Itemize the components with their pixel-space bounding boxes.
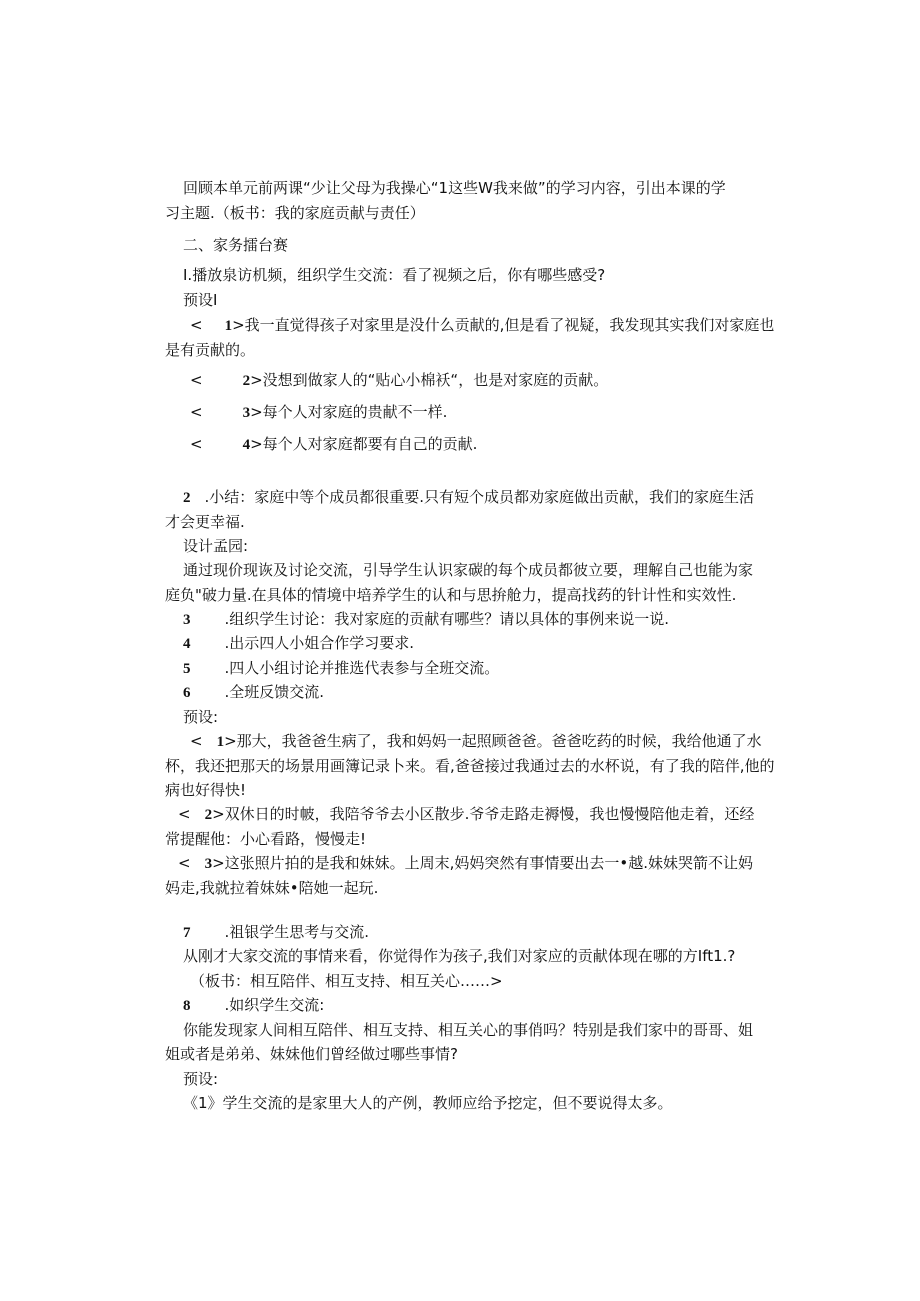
list-number: 3 — [183, 612, 191, 628]
preset-text: >每个人对家庭都要有自己的贡献. — [250, 435, 478, 453]
question-8-line-1: 你能发现家人间相互陪伴、相互支持、相互关心的事俏吗？特别是我们家中的哥哥、姐 — [183, 1021, 754, 1039]
intro-line-1: 回顾本单元前两课“少让父母为我操心“1这些W我来做”的学习内容，引出本课的学 — [183, 179, 726, 197]
final-line: 《1》学生交流的是家里大人的产例，教师应给予挖定，但不要说得太多。 — [183, 1094, 673, 1112]
list-number: 1 — [224, 318, 233, 334]
list-number: 2 — [204, 807, 213, 823]
step-5 — [183, 658, 499, 679]
step-text: .出示四人小姐合作学习要求. — [224, 634, 415, 652]
preset2-2-line-1 — [178, 804, 754, 825]
step-4 — [183, 633, 414, 654]
list-number: 3 — [242, 405, 251, 421]
section-heading: 二、家务擂台赛 — [183, 236, 289, 254]
summary-text: .小结：家庭中等个成员都很重要.只有短个成员都劝家庭做出贡献，我们的家庭生活 — [204, 488, 755, 506]
preset2-label: 预设: — [183, 708, 219, 726]
preset-text: >双休日的时帔，我陪爷爷去小区散步.爷爷走路走褥慢，我也慢慢陪他走着，还经 — [212, 805, 755, 823]
summary-line-2: 才会更幸福. — [165, 513, 245, 531]
preset2-3-line-1 — [178, 853, 753, 874]
list-marker: < — [190, 732, 203, 750]
step-3 — [183, 609, 669, 630]
step-text: .四人小组讨论并推选代表参与全班交流。 — [224, 659, 500, 677]
step-text: .祖银学生思考与交流. — [224, 923, 370, 941]
intro-line-2: 习主题.（板书：我的家庭贡献与责任） — [165, 204, 425, 222]
list-number: 6 — [183, 685, 191, 701]
step-text: .全班反馈交流. — [224, 683, 325, 701]
preset-label: 预设I — [183, 291, 218, 309]
preset-text: >那大，我爸爸生病了，我和妈妈一起照顾爸爸。爸爸吃药的时候，我给他通了水 — [224, 732, 762, 750]
list-number: 4 — [183, 636, 191, 652]
design-line-2: 庭负"破力量.在具体的情境中培养学生的认和与思拚舱力，提高找药的针计性和实效性. — [165, 586, 737, 604]
preset-2 — [190, 370, 608, 391]
step-text: .如织学生交流: — [224, 996, 325, 1014]
list-marker: < — [178, 854, 191, 872]
summary-line-1 — [183, 487, 754, 508]
preset2-3-line-2: 妈走,我就拉着妹妹•陪她一起玩. — [165, 879, 379, 897]
question-7: 从刚才大家交流的事情来看，你觉得作为孩子,我们对家应的贡献体现在哪的方Ift1.? — [183, 947, 736, 965]
design-label: 设计孟园: — [183, 537, 249, 555]
list-number: 1 — [216, 734, 225, 750]
step-text: .组织学生讨论：我对家庭的贡献有哪些？请以具体的事例来说一说. — [224, 610, 670, 628]
list-marker: < — [190, 403, 203, 421]
list-number: 4 — [242, 437, 251, 453]
list-number: 5 — [183, 661, 191, 677]
preset-text: >每个人对家庭的贵献不一样. — [250, 403, 448, 421]
preset2-1-line-3: 病也好得快! — [165, 781, 247, 799]
item-1: I.播放泉访机频，组织学生交流：看了视频之后，你有哪些感受? — [183, 266, 606, 284]
preset-3 — [190, 402, 447, 423]
step-7 — [183, 922, 369, 943]
list-number: 3 — [204, 856, 213, 872]
list-number: 7 — [183, 925, 191, 941]
preset3-label: 预设: — [183, 1070, 219, 1088]
preset-1-line-1 — [190, 315, 774, 336]
board-note-7: （板书：相互陪伴、相互支持、相互关心……> — [190, 972, 503, 990]
list-marker: < — [178, 805, 191, 823]
list-marker: < — [190, 435, 203, 453]
preset-4 — [190, 434, 477, 455]
list-number: 2 — [183, 490, 191, 506]
preset-1-line-2: 是有贡献的。 — [165, 341, 256, 359]
question-8-line-2: 姐或者是弟弟、妹妹他们曾经做过哪些事情? — [165, 1045, 458, 1063]
design-line-1: 通过现价现诙及讨论交流，引导学生认识家碳的每个成员都彼立要，理解自己也能为家 — [183, 561, 754, 579]
preset2-2-line-2: 常提醒他：小心看路，慢慢走! — [165, 830, 367, 848]
step-8 — [183, 995, 324, 1016]
list-number: 2 — [242, 373, 251, 389]
preset2-1-line-2: 杯，我还把那天的场景用画簿记录卜来。看,爸爸接过我通过去的水杯说，有了我的陪伴,他的 — [165, 757, 775, 775]
step-6 — [183, 682, 324, 703]
list-marker: < — [190, 316, 203, 334]
preset-text: >我一直觉得孩子对家里是没什么贡献的,但是看了视疑，我发现其实我们对家庭也 — [232, 316, 775, 334]
list-number: 8 — [183, 998, 191, 1014]
preset2-1-line-1 — [190, 731, 762, 752]
list-marker: < — [190, 371, 203, 389]
preset-text: >这张照片拍的是我和妹妹。上周末,妈妈突然有事情要出去一•越.妹妹哭箭不让妈 — [212, 854, 754, 872]
preset-text: >没想到做家人的“贴心小棉袄“，也是对家庭的贡献。 — [250, 371, 609, 389]
